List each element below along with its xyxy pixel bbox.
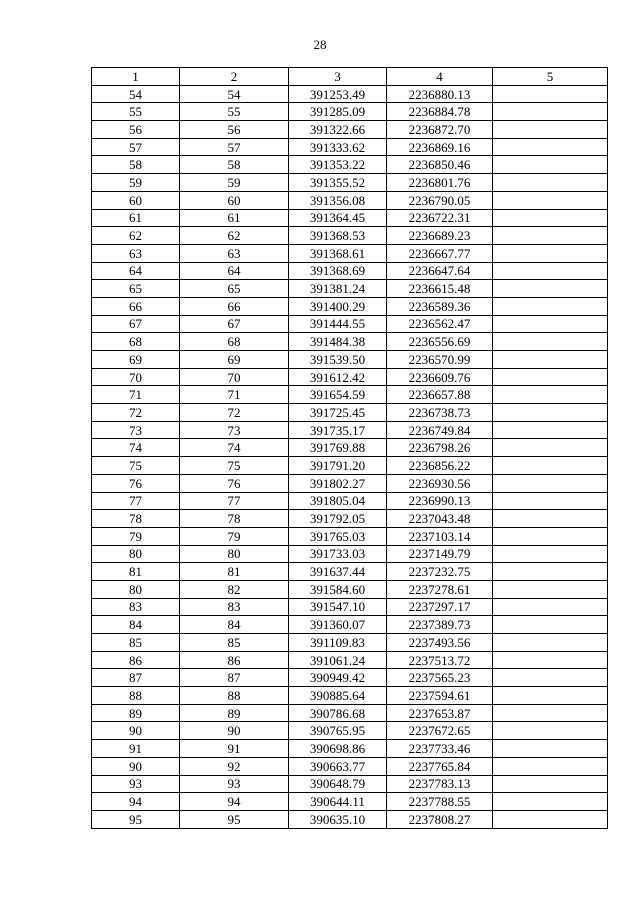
cell-point-number: 56: [92, 121, 180, 139]
cell-point-number: 60: [92, 191, 180, 209]
cell-ordinal: 86: [180, 651, 289, 669]
cell-y-coordinate: 2237513.72: [387, 651, 493, 669]
cell-y-coordinate: 2237672.65: [387, 722, 493, 740]
cell-note: [493, 616, 608, 634]
cell-ordinal: 84: [180, 616, 289, 634]
table-row: [92, 616, 608, 634]
cell-ordinal: 56: [180, 121, 289, 139]
cell-x-coordinate: 391791.20: [289, 457, 387, 475]
cell-note: [493, 191, 608, 209]
cell-note: [493, 351, 608, 369]
cell-x-coordinate: 391061.24: [289, 651, 387, 669]
cell-point-number: 80: [92, 545, 180, 563]
cell-y-coordinate: 2236856.22: [387, 457, 493, 475]
cell-ordinal: 82: [180, 580, 289, 598]
cell-note: [493, 492, 608, 510]
cell-ordinal: 63: [180, 244, 289, 262]
cell-x-coordinate: 391484.38: [289, 333, 387, 351]
cell-y-coordinate: 2237043.48: [387, 510, 493, 528]
cell-x-coordinate: 390698.86: [289, 740, 387, 758]
cell-x-coordinate: 391333.62: [289, 138, 387, 156]
cell-ordinal: 92: [180, 757, 289, 775]
cell-x-coordinate: 391584.60: [289, 580, 387, 598]
page-number: 28: [313, 37, 327, 52]
cell-y-coordinate: 2236556.69: [387, 333, 493, 351]
cell-ordinal: 67: [180, 315, 289, 333]
cell-ordinal: 57: [180, 138, 289, 156]
cell-x-coordinate: 391400.29: [289, 297, 387, 315]
cell-x-coordinate: 391769.88: [289, 439, 387, 457]
cell-x-coordinate: 391792.05: [289, 510, 387, 528]
table-row: [92, 757, 608, 775]
table-row: [92, 103, 608, 121]
cell-point-number: 58: [92, 156, 180, 174]
cell-y-coordinate: 2237808.27: [387, 810, 493, 828]
cell-y-coordinate: 2236657.88: [387, 386, 493, 404]
cell-note: [493, 368, 608, 386]
cell-x-coordinate: 391805.04: [289, 492, 387, 510]
cell-ordinal: 80: [180, 545, 289, 563]
cell-ordinal: 55: [180, 103, 289, 121]
table-row: [92, 174, 608, 192]
cell-note: [493, 457, 608, 475]
table-row: [92, 457, 608, 475]
cell-note: [493, 297, 608, 315]
cell-point-number: 88: [92, 687, 180, 705]
cell-note: [493, 244, 608, 262]
cell-y-coordinate: 2236880.13: [387, 85, 493, 103]
cell-x-coordinate: 390648.79: [289, 775, 387, 793]
table-row: [92, 704, 608, 722]
cell-point-number: 84: [92, 616, 180, 634]
cell-point-number: 61: [92, 209, 180, 227]
header-col-1: 1: [92, 68, 180, 86]
cell-y-coordinate: 2236869.16: [387, 138, 493, 156]
cell-y-coordinate: 2236738.73: [387, 404, 493, 422]
table-row: [92, 687, 608, 705]
cell-point-number: 69: [92, 351, 180, 369]
table-row: [92, 386, 608, 404]
cell-x-coordinate: 391725.45: [289, 404, 387, 422]
cell-point-number: 85: [92, 634, 180, 652]
cell-note: [493, 280, 608, 298]
cell-y-coordinate: 2237733.46: [387, 740, 493, 758]
cell-point-number: 90: [92, 757, 180, 775]
coordinates-table: [91, 67, 608, 829]
header-row: [92, 68, 608, 86]
cell-ordinal: 74: [180, 439, 289, 457]
table-row: [92, 563, 608, 581]
cell-ordinal: 54: [180, 85, 289, 103]
table-row: [92, 121, 608, 139]
cell-ordinal: 90: [180, 722, 289, 740]
table-row: [92, 492, 608, 510]
table-row: [92, 156, 608, 174]
cell-note: [493, 810, 608, 828]
cell-point-number: 54: [92, 85, 180, 103]
cell-y-coordinate: 2236749.84: [387, 421, 493, 439]
cell-ordinal: 72: [180, 404, 289, 422]
cell-y-coordinate: 2237278.61: [387, 580, 493, 598]
table-row: [92, 474, 608, 492]
cell-note: [493, 404, 608, 422]
cell-y-coordinate: 2236801.76: [387, 174, 493, 192]
cell-note: [493, 704, 608, 722]
cell-ordinal: 79: [180, 527, 289, 545]
cell-point-number: 65: [92, 280, 180, 298]
table-body: [92, 85, 608, 828]
header-col-4: 4: [387, 68, 493, 86]
cell-note: [493, 121, 608, 139]
cell-note: [493, 103, 608, 121]
cell-y-coordinate: 2237103.14: [387, 527, 493, 545]
cell-x-coordinate: 390885.64: [289, 687, 387, 705]
cell-point-number: 76: [92, 474, 180, 492]
cell-y-coordinate: 2236884.78: [387, 103, 493, 121]
cell-note: [493, 757, 608, 775]
cell-x-coordinate: 391547.10: [289, 598, 387, 616]
cell-x-coordinate: 391253.49: [289, 85, 387, 103]
table-row: [92, 315, 608, 333]
cell-point-number: 89: [92, 704, 180, 722]
cell-y-coordinate: 2236798.26: [387, 439, 493, 457]
cell-x-coordinate: 390765.95: [289, 722, 387, 740]
table-row: [92, 227, 608, 245]
cell-point-number: 72: [92, 404, 180, 422]
cell-note: [493, 793, 608, 811]
cell-x-coordinate: 391612.42: [289, 368, 387, 386]
cell-point-number: 67: [92, 315, 180, 333]
cell-ordinal: 78: [180, 510, 289, 528]
cell-note: [493, 687, 608, 705]
cell-x-coordinate: 391285.09: [289, 103, 387, 121]
cell-ordinal: 62: [180, 227, 289, 245]
cell-y-coordinate: 2237389.73: [387, 616, 493, 634]
cell-x-coordinate: 391735.17: [289, 421, 387, 439]
cell-x-coordinate: 391381.24: [289, 280, 387, 298]
table-row: [92, 421, 608, 439]
cell-y-coordinate: 2237493.56: [387, 634, 493, 652]
table-row: [92, 191, 608, 209]
cell-y-coordinate: 2236722.31: [387, 209, 493, 227]
cell-y-coordinate: 2237149.79: [387, 545, 493, 563]
cell-x-coordinate: 391733.03: [289, 545, 387, 563]
table-row: [92, 333, 608, 351]
cell-x-coordinate: 390663.77: [289, 757, 387, 775]
cell-y-coordinate: 2236615.48: [387, 280, 493, 298]
cell-x-coordinate: 391109.83: [289, 634, 387, 652]
table-row: [92, 580, 608, 598]
cell-x-coordinate: 391364.45: [289, 209, 387, 227]
cell-point-number: 57: [92, 138, 180, 156]
cell-ordinal: 93: [180, 775, 289, 793]
cell-ordinal: 60: [180, 191, 289, 209]
cell-ordinal: 81: [180, 563, 289, 581]
cell-point-number: 59: [92, 174, 180, 192]
header-col-5: 5: [493, 68, 608, 86]
cell-note: [493, 563, 608, 581]
cell-ordinal: 68: [180, 333, 289, 351]
table-header: [92, 68, 608, 86]
cell-x-coordinate: 390635.10: [289, 810, 387, 828]
table-row: [92, 368, 608, 386]
cell-x-coordinate: 391802.27: [289, 474, 387, 492]
table-row: [92, 810, 608, 828]
cell-note: [493, 85, 608, 103]
cell-ordinal: 75: [180, 457, 289, 475]
cell-point-number: 80: [92, 580, 180, 598]
cell-point-number: 79: [92, 527, 180, 545]
cell-y-coordinate: 2237788.55: [387, 793, 493, 811]
cell-point-number: 73: [92, 421, 180, 439]
table-row: [92, 651, 608, 669]
cell-point-number: 90: [92, 722, 180, 740]
header-col-3: 3: [289, 68, 387, 86]
cell-note: [493, 722, 608, 740]
cell-y-coordinate: 2236667.77: [387, 244, 493, 262]
cell-point-number: 68: [92, 333, 180, 351]
cell-y-coordinate: 2236647.64: [387, 262, 493, 280]
cell-note: [493, 651, 608, 669]
cell-note: [493, 545, 608, 563]
cell-y-coordinate: 2236562.47: [387, 315, 493, 333]
table-row: [92, 404, 608, 422]
cell-ordinal: 71: [180, 386, 289, 404]
cell-x-coordinate: 391637.44: [289, 563, 387, 581]
cell-note: [493, 386, 608, 404]
cell-x-coordinate: 390949.42: [289, 669, 387, 687]
header-col-2: 2: [180, 68, 289, 86]
cell-y-coordinate: 2236570.99: [387, 351, 493, 369]
cell-x-coordinate: 391654.59: [289, 386, 387, 404]
cell-y-coordinate: 2237297.17: [387, 598, 493, 616]
cell-note: [493, 262, 608, 280]
cell-x-coordinate: 391444.55: [289, 315, 387, 333]
cell-point-number: 70: [92, 368, 180, 386]
cell-x-coordinate: 391368.53: [289, 227, 387, 245]
cell-ordinal: 95: [180, 810, 289, 828]
table-row: [92, 598, 608, 616]
cell-x-coordinate: 391356.08: [289, 191, 387, 209]
table-row: [92, 527, 608, 545]
cell-note: [493, 174, 608, 192]
cell-point-number: 66: [92, 297, 180, 315]
cell-note: [493, 598, 608, 616]
table-row: [92, 439, 608, 457]
cell-y-coordinate: 2236589.36: [387, 297, 493, 315]
cell-y-coordinate: 2236990.13: [387, 492, 493, 510]
cell-point-number: 91: [92, 740, 180, 758]
cell-x-coordinate: 391353.22: [289, 156, 387, 174]
cell-ordinal: 58: [180, 156, 289, 174]
cell-x-coordinate: 391765.03: [289, 527, 387, 545]
cell-ordinal: 85: [180, 634, 289, 652]
cell-ordinal: 77: [180, 492, 289, 510]
cell-y-coordinate: 2237783.13: [387, 775, 493, 793]
cell-ordinal: 70: [180, 368, 289, 386]
cell-point-number: 95: [92, 810, 180, 828]
cell-ordinal: 73: [180, 421, 289, 439]
cell-point-number: 83: [92, 598, 180, 616]
cell-x-coordinate: 391539.50: [289, 351, 387, 369]
cell-point-number: 74: [92, 439, 180, 457]
cell-ordinal: 59: [180, 174, 289, 192]
table-row: [92, 793, 608, 811]
cell-point-number: 87: [92, 669, 180, 687]
table-row: [92, 775, 608, 793]
cell-note: [493, 580, 608, 598]
cell-y-coordinate: 2237565.23: [387, 669, 493, 687]
table-row: [92, 280, 608, 298]
table-row: [92, 722, 608, 740]
cell-ordinal: 66: [180, 297, 289, 315]
cell-y-coordinate: 2236850.46: [387, 156, 493, 174]
cell-ordinal: 94: [180, 793, 289, 811]
cell-ordinal: 65: [180, 280, 289, 298]
cell-note: [493, 421, 608, 439]
cell-y-coordinate: 2237653.87: [387, 704, 493, 722]
cell-note: [493, 510, 608, 528]
cell-x-coordinate: 391368.61: [289, 244, 387, 262]
cell-point-number: 78: [92, 510, 180, 528]
cell-y-coordinate: 2236790.05: [387, 191, 493, 209]
cell-point-number: 63: [92, 244, 180, 262]
cell-point-number: 75: [92, 457, 180, 475]
cell-point-number: 81: [92, 563, 180, 581]
cell-note: [493, 333, 608, 351]
cell-point-number: 62: [92, 227, 180, 245]
table-row: [92, 634, 608, 652]
cell-note: [493, 138, 608, 156]
table-row: [92, 85, 608, 103]
table-row: [92, 297, 608, 315]
cell-y-coordinate: 2237765.84: [387, 757, 493, 775]
cell-note: [493, 775, 608, 793]
cell-x-coordinate: 391322.66: [289, 121, 387, 139]
table-row: [92, 669, 608, 687]
cell-y-coordinate: 2236689.23: [387, 227, 493, 245]
cell-note: [493, 315, 608, 333]
cell-x-coordinate: 391355.52: [289, 174, 387, 192]
cell-ordinal: 91: [180, 740, 289, 758]
cell-note: [493, 474, 608, 492]
table-row: [92, 351, 608, 369]
cell-point-number: 64: [92, 262, 180, 280]
table-row: [92, 740, 608, 758]
cell-point-number: 71: [92, 386, 180, 404]
table-row: [92, 262, 608, 280]
cell-ordinal: 89: [180, 704, 289, 722]
cell-ordinal: 64: [180, 262, 289, 280]
cell-point-number: 94: [92, 793, 180, 811]
cell-note: [493, 740, 608, 758]
cell-point-number: 77: [92, 492, 180, 510]
cell-note: [493, 227, 608, 245]
cell-ordinal: 76: [180, 474, 289, 492]
table-row: [92, 244, 608, 262]
cell-point-number: 86: [92, 651, 180, 669]
cell-y-coordinate: 2237232.75: [387, 563, 493, 581]
cell-point-number: 93: [92, 775, 180, 793]
cell-x-coordinate: 391368.69: [289, 262, 387, 280]
cell-point-number: 55: [92, 103, 180, 121]
cell-note: [493, 669, 608, 687]
cell-ordinal: 83: [180, 598, 289, 616]
cell-note: [493, 634, 608, 652]
cell-x-coordinate: 390786.68: [289, 704, 387, 722]
cell-ordinal: 61: [180, 209, 289, 227]
cell-note: [493, 156, 608, 174]
table-row: [92, 510, 608, 528]
cell-note: [493, 209, 608, 227]
cell-ordinal: 87: [180, 669, 289, 687]
cell-x-coordinate: 390644.11: [289, 793, 387, 811]
cell-ordinal: 69: [180, 351, 289, 369]
cell-x-coordinate: 391360.07: [289, 616, 387, 634]
cell-y-coordinate: 2236872.70: [387, 121, 493, 139]
cell-ordinal: 88: [180, 687, 289, 705]
cell-y-coordinate: 2236609.76: [387, 368, 493, 386]
table-row: [92, 545, 608, 563]
cell-y-coordinate: 2236930.56: [387, 474, 493, 492]
cell-note: [493, 527, 608, 545]
table-row: [92, 209, 608, 227]
cell-y-coordinate: 2237594.61: [387, 687, 493, 705]
table-row: [92, 138, 608, 156]
cell-note: [493, 439, 608, 457]
